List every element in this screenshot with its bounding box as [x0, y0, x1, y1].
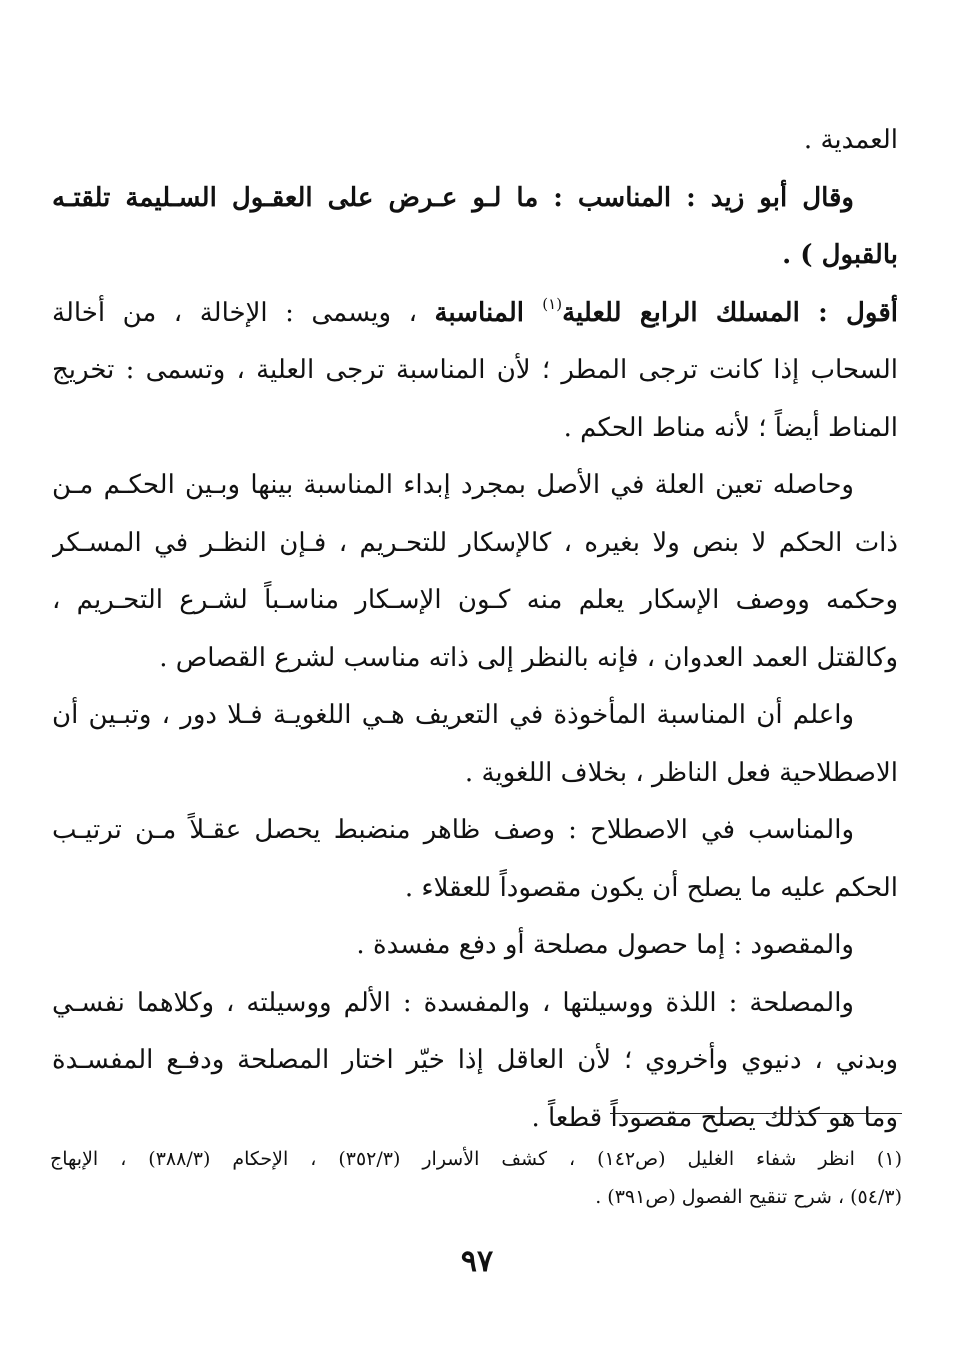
- text-line-3: بالقبول ) .: [782, 240, 898, 270]
- text-line-9: وحكمه ووصف الإسكار يعلم منه كـون الإسـكار مناسـباً لشـرع التحـريم ،: [52, 585, 898, 615]
- footnote-line-1: (١) انظر شفاء الغليل (ص١٤٢) ، كشف الأسرار (٣٥٢/٣) ، الإحكام (٣٨٨/٣) ، الإبهاج: [50, 1148, 902, 1170]
- footnote-marker: (١): [542, 294, 563, 313]
- text-line-11: واعلم أن المناسبة المأخوذة في التعريف هـي اللغويـة فـلا دور ، وتبـين أن: [52, 700, 854, 730]
- text-line-17: وبدني ، دنيوي وأخروي ؛ لأن العاقل إذا خيّر اختار المصلحة ودفـع المفسـدة: [52, 1045, 898, 1075]
- text-line-18: وما هو كذلك يصلح مقصوداً قطعاً .: [531, 1102, 898, 1133]
- text-line-13: والمناسب في الاصطلاح : وصف ظاهر منضبط يحصل عقـلاً مـن ترتيـب: [52, 815, 854, 845]
- text-line-10: وكالقتل العمد العدوان ، فإنه بالنظر إلى ذاته مناسب لشرع القصاص .: [159, 642, 898, 673]
- text-line-4: [52, 285, 898, 343]
- heading-term: المناسبة: [434, 297, 543, 328]
- body-text: [52, 112, 898, 1147]
- footnotes: [50, 1140, 902, 1216]
- text-line-1: العمدية .: [803, 125, 898, 155]
- text-line-5: السحاب إذا كانت ترجى المطر ؛ لأن المناسبة ترجى العلية ، وتسمى : تخريج: [52, 355, 898, 385]
- text-line-8: ذات الحكم لا بنص ولا بغيره ، كالإسكار للتحـريم ، فـإن النظـر في المسـكر: [52, 527, 898, 558]
- text-line-4-rest: ، ويسمى : الإخالة ، من أخالة: [52, 297, 435, 328]
- footnote-line-2: (٥٤/٣) ، شرح تنقيح الفصول (ص٣٩١) .: [595, 1186, 902, 1208]
- text-line-7: وحاصله تعين العلة في الأصل بمجرد إبداء المناسبة بينها وبـين الحكـم مـن: [52, 470, 854, 500]
- text-line-15: والمقصود : إما حصول مصلحة أو دفع مفسدة .: [356, 930, 854, 960]
- text-line-6: المناط أيضاً ؛ لأنه مناط الحكم .: [563, 412, 898, 443]
- text-line-12: الاصطلاحية فعل الناظر ، بخلاف اللغوية .: [464, 757, 898, 788]
- text-line-16: والمصلحة : اللذة ووسيلتها ، والمفسدة : الألم ووسيلته ، وكلاهما نفسـي: [52, 987, 854, 1018]
- page-number: ٩٧: [460, 1244, 494, 1279]
- text-line-2: وقال أبو زيد : المناسب : ما لـو عـرض على العقـول السـليمة تلقتـه: [52, 182, 854, 213]
- text-line-14: الحكم عليه ما يصلح أن يكون مقصوداً للعقلاء .: [404, 872, 898, 903]
- heading-phrase: أقول : المسلك الرابع للعلية: [562, 297, 898, 328]
- footnote-separator: [610, 1113, 902, 1114]
